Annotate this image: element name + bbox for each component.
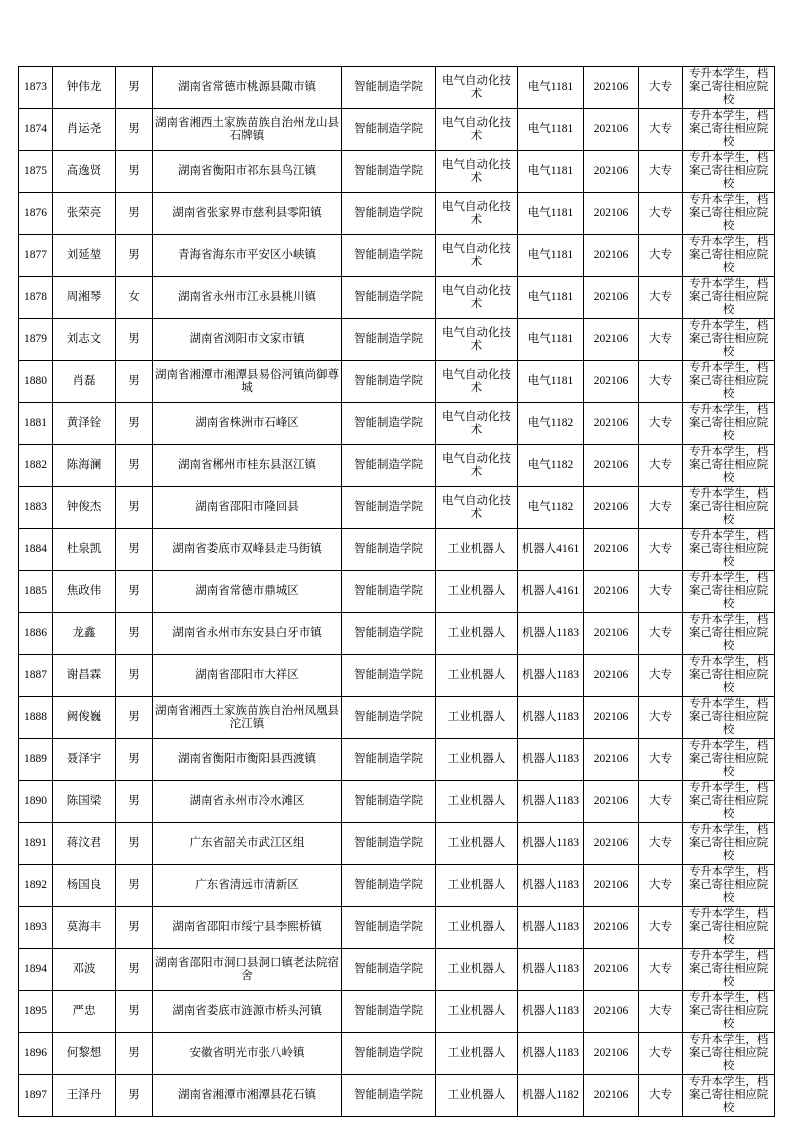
cell-major: 电气自动化技术 xyxy=(436,445,518,487)
cell-index: 1888 xyxy=(19,697,53,739)
cell-address: 湖南省衡阳市祁东县鸟江镇 xyxy=(153,151,342,193)
cell-sex: 男 xyxy=(116,949,153,991)
cell-college: 智能制造学院 xyxy=(342,193,436,235)
cell-note: 专升本学生，档案己寄往相应院校 xyxy=(683,823,775,865)
cell-graduation-date: 202106 xyxy=(584,445,639,487)
roster-table-container xyxy=(18,66,774,1117)
cell-level: 大专 xyxy=(639,277,683,319)
cell-sex: 男 xyxy=(116,865,153,907)
cell-sex: 男 xyxy=(116,529,153,571)
cell-sex: 男 xyxy=(116,403,153,445)
table-row xyxy=(19,613,775,655)
cell-level: 大专 xyxy=(639,361,683,403)
cell-note: 专升本学生，档案己寄往相应院校 xyxy=(683,613,775,655)
student-roster-table xyxy=(18,66,775,1117)
cell-major: 工业机器人 xyxy=(436,529,518,571)
table-row xyxy=(19,403,775,445)
cell-address: 青海省海东市平安区小峡镇 xyxy=(153,235,342,277)
cell-sex: 男 xyxy=(116,235,153,277)
cell-address: 湖南省邵阳市洞口县洞口镇老法院宿舍 xyxy=(153,949,342,991)
cell-major: 工业机器人 xyxy=(436,739,518,781)
cell-level: 大专 xyxy=(639,67,683,109)
cell-graduation-date: 202106 xyxy=(584,361,639,403)
cell-level: 大专 xyxy=(639,739,683,781)
cell-sex: 男 xyxy=(116,613,153,655)
cell-graduation-date: 202106 xyxy=(584,907,639,949)
cell-note: 专升本学生，档案己寄往相应院校 xyxy=(683,67,775,109)
cell-graduation-date: 202106 xyxy=(584,991,639,1033)
roster-body xyxy=(19,67,775,1117)
cell-major: 工业机器人 xyxy=(436,1033,518,1075)
cell-name: 聂泽宇 xyxy=(53,739,116,781)
cell-class: 电气1181 xyxy=(518,67,584,109)
cell-class: 机器人1183 xyxy=(518,781,584,823)
cell-level: 大专 xyxy=(639,865,683,907)
table-row xyxy=(19,865,775,907)
cell-class: 电气1182 xyxy=(518,487,584,529)
cell-index: 1882 xyxy=(19,445,53,487)
cell-major: 电气自动化技术 xyxy=(436,151,518,193)
cell-college: 智能制造学院 xyxy=(342,67,436,109)
table-row xyxy=(19,193,775,235)
cell-note: 专升本学生，档案己寄往相应院校 xyxy=(683,949,775,991)
cell-name: 刘志文 xyxy=(53,319,116,361)
cell-level: 大专 xyxy=(639,193,683,235)
cell-index: 1887 xyxy=(19,655,53,697)
cell-note: 专升本学生，档案己寄往相应院校 xyxy=(683,739,775,781)
table-row xyxy=(19,781,775,823)
cell-college: 智能制造学院 xyxy=(342,949,436,991)
cell-name: 周湘琴 xyxy=(53,277,116,319)
cell-level: 大专 xyxy=(639,613,683,655)
cell-address: 湖南省衡阳市衡阳县西渡镇 xyxy=(153,739,342,781)
cell-level: 大专 xyxy=(639,319,683,361)
cell-college: 智能制造学院 xyxy=(342,235,436,277)
cell-name: 张荣亮 xyxy=(53,193,116,235)
cell-index: 1884 xyxy=(19,529,53,571)
cell-level: 大专 xyxy=(639,571,683,613)
table-row xyxy=(19,361,775,403)
cell-major: 电气自动化技术 xyxy=(436,235,518,277)
cell-class: 机器人1183 xyxy=(518,739,584,781)
cell-major: 电气自动化技术 xyxy=(436,277,518,319)
cell-college: 智能制造学院 xyxy=(342,151,436,193)
cell-address: 广东省清远市清新区 xyxy=(153,865,342,907)
table-row xyxy=(19,823,775,865)
cell-college: 智能制造学院 xyxy=(342,823,436,865)
cell-major: 电气自动化技术 xyxy=(436,487,518,529)
cell-note: 专升本学生，档案己寄往相应院校 xyxy=(683,697,775,739)
cell-index: 1874 xyxy=(19,109,53,151)
cell-address: 湖南省湘西土家族苗族自治州龙山县石牌镇 xyxy=(153,109,342,151)
cell-class: 电气1181 xyxy=(518,361,584,403)
cell-class: 机器人1183 xyxy=(518,613,584,655)
cell-address: 湖南省湘潭市湘潭县花石镇 xyxy=(153,1075,342,1117)
cell-address: 安徽省明光市张八岭镇 xyxy=(153,1033,342,1075)
cell-index: 1893 xyxy=(19,907,53,949)
cell-graduation-date: 202106 xyxy=(584,949,639,991)
cell-note: 专升本学生，档案己寄往相应院校 xyxy=(683,403,775,445)
cell-college: 智能制造学院 xyxy=(342,907,436,949)
table-row xyxy=(19,907,775,949)
table-row xyxy=(19,235,775,277)
cell-note: 专升本学生，档案己寄往相应院校 xyxy=(683,781,775,823)
cell-major: 工业机器人 xyxy=(436,697,518,739)
cell-address: 湖南省邵阳市绥宁县李熙桥镇 xyxy=(153,907,342,949)
cell-class: 机器人4161 xyxy=(518,529,584,571)
table-row xyxy=(19,277,775,319)
cell-college: 智能制造学院 xyxy=(342,361,436,403)
cell-address: 湖南省永州市冷水滩区 xyxy=(153,781,342,823)
cell-major: 工业机器人 xyxy=(436,1075,518,1117)
cell-address: 湖南省常德市桃源县陬市镇 xyxy=(153,67,342,109)
cell-graduation-date: 202106 xyxy=(584,865,639,907)
cell-name: 严忠 xyxy=(53,991,116,1033)
cell-major: 电气自动化技术 xyxy=(436,403,518,445)
cell-note: 专升本学生，档案己寄往相应院校 xyxy=(683,319,775,361)
cell-major: 电气自动化技术 xyxy=(436,193,518,235)
cell-name: 阙俊巍 xyxy=(53,697,116,739)
cell-college: 智能制造学院 xyxy=(342,781,436,823)
table-row xyxy=(19,319,775,361)
cell-graduation-date: 202106 xyxy=(584,109,639,151)
cell-index: 1880 xyxy=(19,361,53,403)
cell-sex: 男 xyxy=(116,487,153,529)
cell-note: 专升本学生，档案己寄往相应院校 xyxy=(683,277,775,319)
cell-college: 智能制造学院 xyxy=(342,655,436,697)
cell-major: 工业机器人 xyxy=(436,571,518,613)
cell-index: 1885 xyxy=(19,571,53,613)
cell-college: 智能制造学院 xyxy=(342,487,436,529)
cell-index: 1876 xyxy=(19,193,53,235)
cell-level: 大专 xyxy=(639,655,683,697)
cell-index: 1896 xyxy=(19,1033,53,1075)
cell-name: 邓波 xyxy=(53,949,116,991)
cell-level: 大专 xyxy=(639,991,683,1033)
cell-level: 大专 xyxy=(639,949,683,991)
table-row xyxy=(19,109,775,151)
cell-level: 大专 xyxy=(639,487,683,529)
cell-name: 陈海澜 xyxy=(53,445,116,487)
table-row xyxy=(19,445,775,487)
table-row xyxy=(19,655,775,697)
cell-graduation-date: 202106 xyxy=(584,319,639,361)
cell-sex: 男 xyxy=(116,571,153,613)
cell-sex: 男 xyxy=(116,655,153,697)
cell-class: 机器人1183 xyxy=(518,1033,584,1075)
cell-graduation-date: 202106 xyxy=(584,235,639,277)
cell-index: 1891 xyxy=(19,823,53,865)
cell-graduation-date: 202106 xyxy=(584,487,639,529)
cell-graduation-date: 202106 xyxy=(584,655,639,697)
cell-graduation-date: 202106 xyxy=(584,277,639,319)
cell-level: 大专 xyxy=(639,529,683,571)
cell-name: 蒋汶君 xyxy=(53,823,116,865)
cell-graduation-date: 202106 xyxy=(584,613,639,655)
cell-class: 电气1181 xyxy=(518,151,584,193)
cell-index: 1894 xyxy=(19,949,53,991)
cell-address: 湖南省株洲市石峰区 xyxy=(153,403,342,445)
cell-index: 1892 xyxy=(19,865,53,907)
table-row xyxy=(19,949,775,991)
cell-level: 大专 xyxy=(639,697,683,739)
cell-class: 机器人1183 xyxy=(518,865,584,907)
cell-name: 焦政伟 xyxy=(53,571,116,613)
cell-index: 1878 xyxy=(19,277,53,319)
cell-graduation-date: 202106 xyxy=(584,1075,639,1117)
cell-major: 工业机器人 xyxy=(436,865,518,907)
cell-level: 大专 xyxy=(639,235,683,277)
cell-graduation-date: 202106 xyxy=(584,403,639,445)
cell-name: 高逸贤 xyxy=(53,151,116,193)
cell-graduation-date: 202106 xyxy=(584,823,639,865)
cell-note: 专升本学生，档案己寄往相应院校 xyxy=(683,991,775,1033)
cell-sex: 男 xyxy=(116,1075,153,1117)
cell-class: 机器人1183 xyxy=(518,697,584,739)
cell-sex: 男 xyxy=(116,907,153,949)
cell-major: 电气自动化技术 xyxy=(436,319,518,361)
cell-college: 智能制造学院 xyxy=(342,571,436,613)
cell-sex: 男 xyxy=(116,151,153,193)
cell-major: 电气自动化技术 xyxy=(436,109,518,151)
cell-level: 大专 xyxy=(639,1075,683,1117)
cell-college: 智能制造学院 xyxy=(342,991,436,1033)
cell-address: 湖南省湘潭市湘潭县易俗河镇尚御尊城 xyxy=(153,361,342,403)
cell-sex: 男 xyxy=(116,697,153,739)
cell-note: 专升本学生，档案己寄往相应院校 xyxy=(683,109,775,151)
cell-address: 湖南省张家界市慈利县零阳镇 xyxy=(153,193,342,235)
cell-name: 谢昌霖 xyxy=(53,655,116,697)
cell-index: 1881 xyxy=(19,403,53,445)
cell-graduation-date: 202106 xyxy=(584,781,639,823)
cell-name: 何黎想 xyxy=(53,1033,116,1075)
cell-address: 湖南省湘西土家族苗族自治州凤凰县沱江镇 xyxy=(153,697,342,739)
cell-graduation-date: 202106 xyxy=(584,739,639,781)
cell-name: 杜泉凯 xyxy=(53,529,116,571)
cell-address: 湖南省邵阳市隆回县 xyxy=(153,487,342,529)
cell-address: 湖南省娄底市双峰县走马街镇 xyxy=(153,529,342,571)
cell-name: 肖运尧 xyxy=(53,109,116,151)
cell-college: 智能制造学院 xyxy=(342,865,436,907)
cell-sex: 男 xyxy=(116,361,153,403)
cell-college: 智能制造学院 xyxy=(342,739,436,781)
cell-index: 1879 xyxy=(19,319,53,361)
table-row xyxy=(19,529,775,571)
cell-name: 黄泽铨 xyxy=(53,403,116,445)
cell-sex: 男 xyxy=(116,67,153,109)
cell-note: 专升本学生，档案己寄往相应院校 xyxy=(683,529,775,571)
cell-index: 1895 xyxy=(19,991,53,1033)
cell-college: 智能制造学院 xyxy=(342,277,436,319)
cell-sex: 男 xyxy=(116,739,153,781)
table-row xyxy=(19,739,775,781)
cell-note: 专升本学生，档案己寄往相应院校 xyxy=(683,1075,775,1117)
cell-note: 专升本学生，档案己寄往相应院校 xyxy=(683,865,775,907)
cell-index: 1883 xyxy=(19,487,53,529)
cell-index: 1877 xyxy=(19,235,53,277)
cell-sex: 男 xyxy=(116,781,153,823)
cell-class: 机器人1183 xyxy=(518,655,584,697)
cell-major: 工业机器人 xyxy=(436,823,518,865)
cell-address: 湖南省常德市鼎城区 xyxy=(153,571,342,613)
table-row xyxy=(19,151,775,193)
cell-note: 专升本学生，档案己寄往相应院校 xyxy=(683,445,775,487)
cell-note: 专升本学生，档案己寄往相应院校 xyxy=(683,1033,775,1075)
cell-class: 电气1182 xyxy=(518,445,584,487)
cell-index: 1890 xyxy=(19,781,53,823)
cell-college: 智能制造学院 xyxy=(342,109,436,151)
cell-sex: 男 xyxy=(116,109,153,151)
cell-college: 智能制造学院 xyxy=(342,445,436,487)
cell-class: 机器人1183 xyxy=(518,907,584,949)
cell-class: 电气1181 xyxy=(518,277,584,319)
cell-index: 1889 xyxy=(19,739,53,781)
cell-class: 机器人4161 xyxy=(518,571,584,613)
cell-major: 工业机器人 xyxy=(436,655,518,697)
cell-sex: 男 xyxy=(116,193,153,235)
cell-note: 专升本学生，档案己寄往相应院校 xyxy=(683,655,775,697)
cell-address: 湖南省郴州市桂东县沤江镇 xyxy=(153,445,342,487)
cell-note: 专升本学生，档案己寄往相应院校 xyxy=(683,235,775,277)
cell-address: 广东省韶关市武江区组 xyxy=(153,823,342,865)
cell-name: 钟伟龙 xyxy=(53,67,116,109)
cell-graduation-date: 202106 xyxy=(584,1033,639,1075)
cell-sex: 男 xyxy=(116,991,153,1033)
cell-name: 龙鑫 xyxy=(53,613,116,655)
table-row xyxy=(19,1033,775,1075)
cell-address: 湖南省永州市江永县桃川镇 xyxy=(153,277,342,319)
cell-level: 大专 xyxy=(639,781,683,823)
table-row xyxy=(19,1075,775,1117)
cell-college: 智能制造学院 xyxy=(342,613,436,655)
cell-class: 机器人1183 xyxy=(518,949,584,991)
cell-college: 智能制造学院 xyxy=(342,1075,436,1117)
cell-note: 专升本学生，档案己寄往相应院校 xyxy=(683,571,775,613)
cell-index: 1897 xyxy=(19,1075,53,1117)
table-row xyxy=(19,67,775,109)
cell-class: 机器人1183 xyxy=(518,991,584,1033)
cell-graduation-date: 202106 xyxy=(584,193,639,235)
cell-graduation-date: 202106 xyxy=(584,571,639,613)
cell-college: 智能制造学院 xyxy=(342,1033,436,1075)
cell-address: 湖南省邵阳市大祥区 xyxy=(153,655,342,697)
cell-level: 大专 xyxy=(639,823,683,865)
cell-level: 大专 xyxy=(639,151,683,193)
cell-college: 智能制造学院 xyxy=(342,319,436,361)
table-row xyxy=(19,697,775,739)
cell-name: 肖磊 xyxy=(53,361,116,403)
cell-sex: 男 xyxy=(116,1033,153,1075)
cell-class: 机器人1183 xyxy=(518,823,584,865)
cell-graduation-date: 202106 xyxy=(584,67,639,109)
cell-level: 大专 xyxy=(639,109,683,151)
cell-index: 1873 xyxy=(19,67,53,109)
cell-address: 湖南省永州市东安县白牙市镇 xyxy=(153,613,342,655)
cell-sex: 男 xyxy=(116,319,153,361)
cell-class: 电气1182 xyxy=(518,403,584,445)
cell-college: 智能制造学院 xyxy=(342,529,436,571)
cell-major: 工业机器人 xyxy=(436,781,518,823)
cell-name: 钟俊杰 xyxy=(53,487,116,529)
cell-name: 王泽丹 xyxy=(53,1075,116,1117)
cell-note: 专升本学生，档案己寄往相应院校 xyxy=(683,151,775,193)
cell-level: 大专 xyxy=(639,445,683,487)
cell-address: 湖南省娄底市涟源市桥头河镇 xyxy=(153,991,342,1033)
cell-note: 专升本学生，档案己寄往相应院校 xyxy=(683,907,775,949)
cell-class: 电气1181 xyxy=(518,193,584,235)
cell-level: 大专 xyxy=(639,907,683,949)
cell-name: 杨国良 xyxy=(53,865,116,907)
cell-name: 陈国梁 xyxy=(53,781,116,823)
table-row xyxy=(19,991,775,1033)
cell-graduation-date: 202106 xyxy=(584,529,639,571)
cell-index: 1875 xyxy=(19,151,53,193)
cell-sex: 男 xyxy=(116,823,153,865)
table-row xyxy=(19,571,775,613)
cell-graduation-date: 202106 xyxy=(584,151,639,193)
cell-level: 大专 xyxy=(639,403,683,445)
cell-index: 1886 xyxy=(19,613,53,655)
cell-class: 电气1181 xyxy=(518,109,584,151)
cell-name: 莫海丰 xyxy=(53,907,116,949)
cell-address: 湖南省浏阳市文家市镇 xyxy=(153,319,342,361)
cell-level: 大专 xyxy=(639,1033,683,1075)
cell-class: 电气1181 xyxy=(518,235,584,277)
cell-major: 工业机器人 xyxy=(436,949,518,991)
cell-class: 机器人1182 xyxy=(518,1075,584,1117)
cell-class: 电气1181 xyxy=(518,319,584,361)
cell-major: 电气自动化技术 xyxy=(436,67,518,109)
cell-college: 智能制造学院 xyxy=(342,403,436,445)
cell-graduation-date: 202106 xyxy=(584,697,639,739)
cell-name: 刘延堃 xyxy=(53,235,116,277)
cell-college: 智能制造学院 xyxy=(342,697,436,739)
cell-note: 专升本学生，档案己寄往相应院校 xyxy=(683,193,775,235)
cell-note: 专升本学生，档案己寄往相应院校 xyxy=(683,487,775,529)
cell-sex: 女 xyxy=(116,277,153,319)
cell-major: 工业机器人 xyxy=(436,991,518,1033)
cell-major: 工业机器人 xyxy=(436,907,518,949)
cell-major: 工业机器人 xyxy=(436,613,518,655)
cell-note: 专升本学生，档案己寄往相应院校 xyxy=(683,361,775,403)
cell-sex: 男 xyxy=(116,445,153,487)
cell-major: 电气自动化技术 xyxy=(436,361,518,403)
table-row xyxy=(19,487,775,529)
